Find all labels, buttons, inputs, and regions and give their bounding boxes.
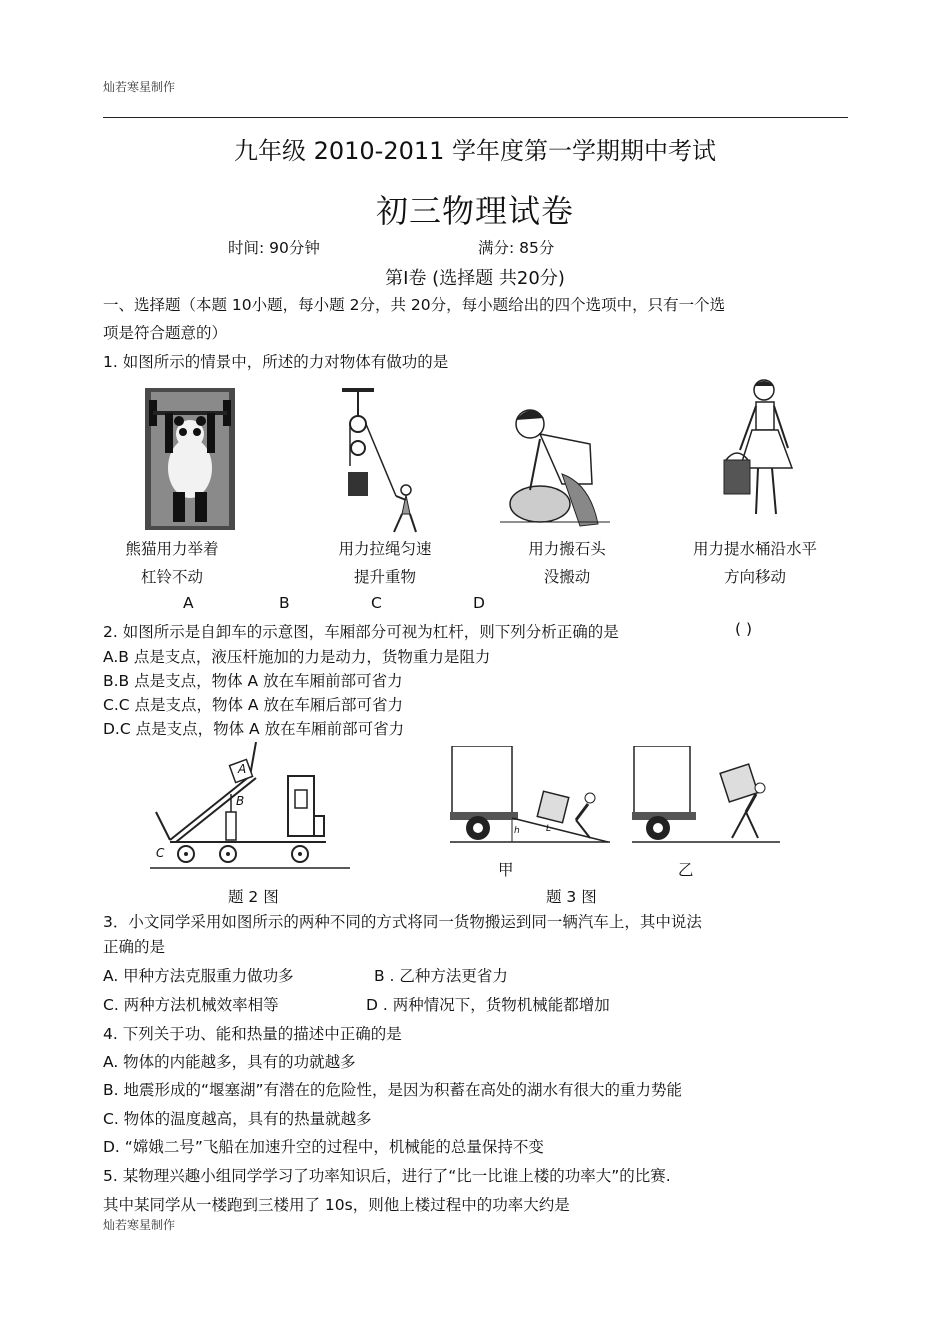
q2-option-d: D.C 点是支点，物体 A 放在车厢前部可省力 (103, 720, 405, 738)
q2-answer-bracket: ( ) (735, 620, 753, 638)
q1-figure-b-pulley (336, 386, 432, 536)
q1-figure-c-stone (500, 384, 610, 534)
q3-option-d: D . 两种情况下，货物机械能都增加 (366, 996, 610, 1014)
q2-figure-dump-truck (150, 742, 350, 874)
q4-option-a: A. 物体的内能越多，具有的功就越多 (103, 1053, 356, 1071)
part1-intro-line1: 一、选择题（本题 10小题，每小题 2分，共 20分，每小题给出的四个选项中，只有一个选 (103, 296, 726, 314)
exam-subtitle: 初三物理试卷 (375, 192, 574, 230)
q3-option-c: C. 两种方法机械效率相等 (103, 996, 279, 1014)
q2-figure-label: 题 2 图 (228, 888, 279, 906)
q3-option-a: A. 甲种方法克服重力做功多 (103, 967, 294, 985)
q3-figure-yi-lift (632, 746, 780, 846)
footer-maker: 灿若寒星制作 (103, 1218, 176, 1232)
q5-stem-line2: 其中某同学从一楼跑到三楼用了 10s，则他上楼过程中的功率大约是 (103, 1196, 570, 1214)
q1-caption-d-line2: 方向移动 (723, 568, 786, 586)
q1-figure-d-bucket (712, 376, 812, 526)
q3-figure-label: 题 3 图 (546, 888, 597, 906)
time-label: 时间: 90分钟 (228, 239, 320, 257)
q3-stem-line1: 3．小文同学采用如图所示的两种不同的方式将同一货物搬运到同一辆汽车上，其中说法 (103, 913, 702, 931)
q3-option-b: B . 乙种方法更省力 (374, 967, 508, 985)
q3-ramp-height-label: h (514, 826, 520, 836)
q4-option-d: D. “嫦娥二号”飞船在加速升空的过程中，机械能的总量保持不变 (103, 1138, 544, 1156)
q3-figure-yi-label: 乙 (678, 861, 694, 879)
q1-caption-b-line1: 用力拉绳匀速 (338, 540, 432, 558)
q1-caption-b-line2: 提升重物 (353, 568, 416, 586)
q1-caption-d-line1: 用力提水桶沿水平 (692, 540, 817, 558)
q2-point-c-label: C (156, 846, 165, 860)
header-maker-top: 灿若寒星制作 (103, 80, 176, 94)
q2-option-b: B.B 点是支点，物体 A 放在车厢前部可省力 (103, 672, 403, 690)
q1-caption-c-line1: 用力搬石头 (528, 540, 606, 558)
q3-stem-line2: 正确的是 (103, 938, 166, 956)
q1-letter-a: A (183, 594, 194, 612)
q2-stem: 2. 如图所示是自卸车的示意图，车厢部分可视为杠杆，则下列分析正确的是 (103, 623, 619, 641)
q3-ramp-length-label: L (546, 824, 552, 834)
q3-figure-jia-label: 甲 (498, 861, 514, 879)
q1-stem: 1. 如图所示的情景中，所述的力对物体有做功的是 (103, 353, 449, 371)
q2-point-a-label: A (238, 762, 247, 776)
q1-letter-d: D (473, 594, 485, 612)
q4-option-c: C. 物体的温度越高，具有的热量就越多 (103, 1110, 372, 1128)
score-label: 满分: 85分 (478, 239, 555, 257)
q3-figure-jia-ramp (450, 746, 610, 846)
q1-caption-a-line2: 杠铃不动 (140, 568, 203, 586)
header-rule (103, 117, 848, 118)
q1-caption-c-line2: 没搬动 (543, 568, 591, 586)
q1-letter-b: B (279, 594, 290, 612)
part1-intro-line2: 项是符合题意的） (103, 324, 228, 342)
q1-caption-a-line1: 熊猫用力举着 (125, 540, 219, 558)
q1-figure-a-panda (145, 388, 235, 530)
q4-option-b: B. 地震形成的“堰塞湖”有潜在的危险性，是因为积蓄在高处的湖水有很大的重力势能 (103, 1081, 683, 1099)
q2-option-a: A.B 点是支点，液压杆施加的力是动力，货物重力是阻力 (103, 648, 491, 666)
exam-title: 九年级 2010-2011 学年度第一学期期中考试 (233, 137, 717, 165)
q1-letter-c: C (371, 594, 382, 612)
section-heading: 第Ⅰ卷 (选择题 共20分) (385, 268, 565, 289)
q2-point-b-label: B (236, 794, 245, 808)
q5-stem-line1: 5. 某物理兴趣小组同学学习了功率知识后，进行了“比一比谁上楼的功率大”的比赛. (103, 1167, 671, 1185)
q2-option-c: C.C 点是支点，物体 A 放在车厢后部可省力 (103, 696, 403, 714)
q4-stem: 4. 下列关于功、能和热量的描述中正确的是 (103, 1025, 402, 1043)
